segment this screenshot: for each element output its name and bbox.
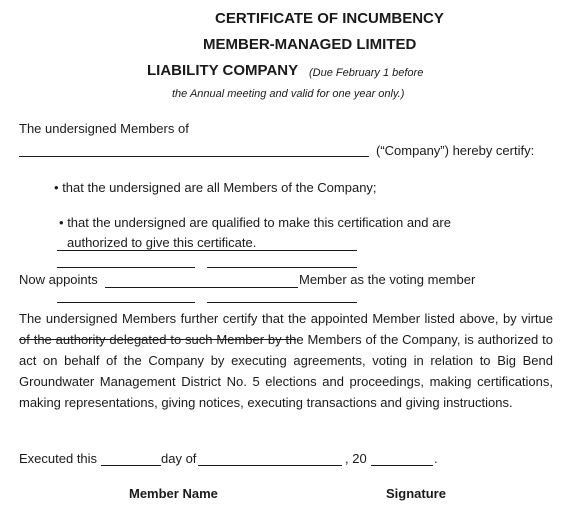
title-line-1: CERTIFICATE OF INCUMBENCY (215, 10, 444, 27)
paragraph-part-1: The undersigned Members further certify that the appointed Member listed above, by virtue (19, 311, 553, 326)
member-as-voting-member: Member as the voting member (299, 272, 476, 287)
executed-month-blank[interactable] (198, 465, 342, 466)
now-appoints-label: Now appoints (19, 272, 98, 287)
member-name-header: Member Name (129, 486, 218, 501)
bullet-1-text: that the undersigned are all Members of the Company; (62, 180, 377, 195)
blank-line-right-1[interactable] (207, 267, 357, 268)
executed-this-label: Executed this (19, 451, 98, 466)
blank-line-left-2[interactable] (57, 302, 195, 303)
title-note-part-1: (Due February 1 before (309, 67, 424, 79)
executed-day-blank[interactable] (101, 465, 161, 466)
company-name-blank[interactable] (19, 156, 369, 157)
intro-members-of: The undersigned Members of (19, 121, 189, 136)
title-note-part-2: the Annual meeting and valid for one year only.) (172, 88, 405, 100)
bullet-2 (59, 215, 451, 230)
day-of-label: day of (161, 451, 197, 466)
executed-period: . (434, 451, 438, 466)
bullet-dot-icon: • (54, 180, 59, 195)
appointee-blank[interactable] (105, 287, 298, 288)
bullet-2-text: that the undersigned are qualified to make this certification and are (67, 215, 451, 230)
year-prefix-label: , 20 (345, 451, 367, 466)
blank-line-right-2[interactable] (207, 302, 357, 303)
paragraph-part-2: e Members of the Company, is authorized to act on behalf of the Company by executing agreements, voting in relation to Big Bend Groundwater Management District No. 5 elections and proceedings, making certifications, making representations, giving notices, executing transactions and giving instructions. (19, 332, 553, 410)
title-line-3: LIABILITY COMPANY (147, 62, 299, 79)
bullet-dot-icon: • (59, 215, 64, 230)
bullet-1 (54, 180, 377, 195)
paragraph-strikethrough: of the authority delegated to such Member by th (19, 332, 297, 347)
signature-header: Signature (386, 486, 446, 501)
intro-company-certify: (“Company”) hereby certify: (376, 143, 535, 158)
bullet-2-underline (57, 250, 357, 251)
certification-paragraph (19, 308, 553, 413)
title-line-2: MEMBER-MANAGED LIMITED (203, 36, 417, 53)
blank-line-left-1[interactable] (57, 267, 195, 268)
bullet-2-continuation: authorized to give this certificate. (67, 235, 257, 250)
executed-year-blank[interactable] (371, 465, 433, 466)
